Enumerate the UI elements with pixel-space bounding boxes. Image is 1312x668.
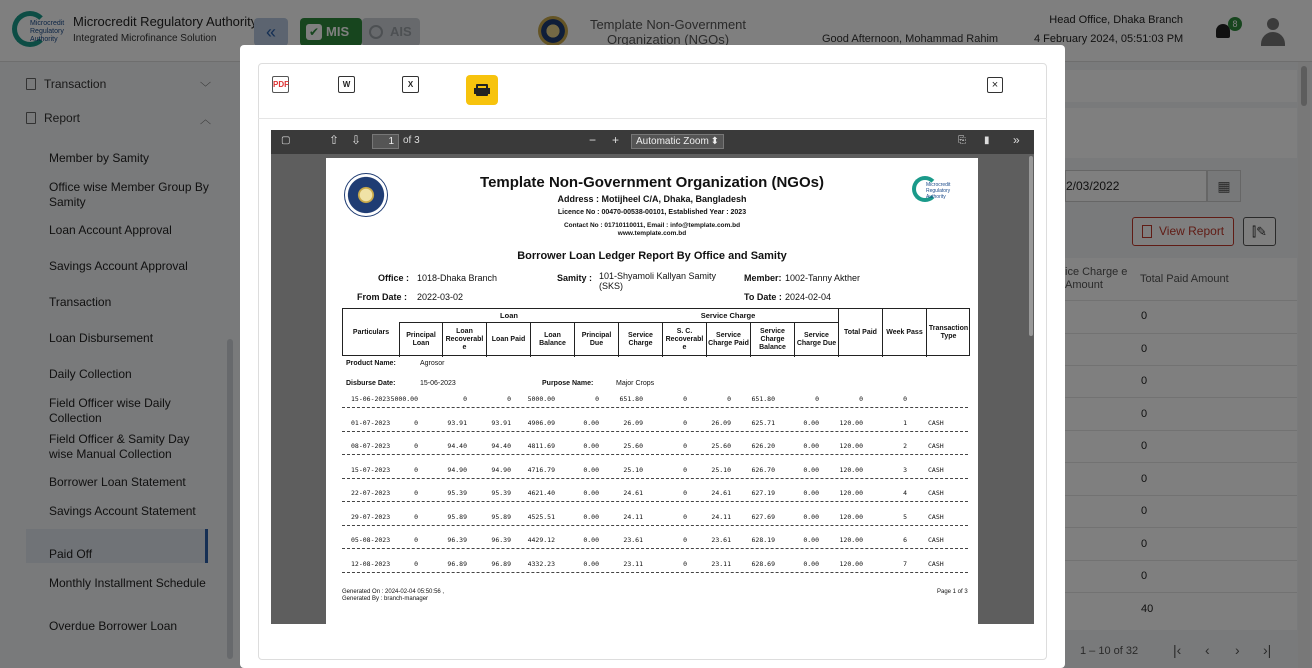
ledger-cell: 29-07-2023 [351,512,391,521]
ledger-cell: 22-07-2023 [351,489,391,497]
ledger-cell: 4621.40 [527,489,555,497]
ledger-cell: 4429.12 [527,536,555,544]
samity-label: Samity : [557,273,593,283]
to-date-label: To Date : [744,292,782,302]
ledger-cell: 0.00 [803,536,819,544]
previous-page-icon[interactable]: ⇧ [329,133,340,147]
generated-on: Generated On : 2024-02-04 05:50:56 , [342,589,445,595]
ledger-cell: 2 [903,442,907,450]
ledger-cell: 12-08-2023 [351,559,391,568]
ledger-cell: 0.00 [583,559,599,568]
report-licence: Licence No : 00470-00538-00101, Established Year : 2023 [557,209,747,216]
ledger-cell: CASH [928,465,944,474]
ledger-cell: 0 [414,465,418,474]
ledger-cell: 628.69 [751,559,775,568]
ledger-cell: 0 [414,512,418,521]
ledger-cell: 0 [683,465,687,474]
page-number-footer: Page 1 of 3 [937,589,968,595]
product-value: Agrosor [420,360,445,367]
ledger-cell: 96.39 [491,536,511,544]
ledger-row [342,466,970,476]
ledger-cell: 0 [683,512,687,521]
ledger-cell: 95.89 [447,512,467,521]
ledger-cell: 0 [815,395,819,403]
col-sc-due: Service Charge Due [794,323,838,357]
ledger-cell: 94.90 [491,465,511,474]
ledger-cell: 7 [903,559,907,568]
ledger-cell: 4906.09 [527,418,555,427]
ledger-cell: 23.11 [711,559,731,568]
disburse-value: 15-06-2023 [420,380,456,387]
ledger-cell: 651.80 [619,395,643,403]
office-label: Office : [378,273,410,283]
col-service-charge: Service Charge [618,323,662,357]
ledger-cell: 93.91 [447,418,467,427]
ledger-cell: 95.39 [447,489,467,497]
ledger-cell: 0.00 [583,536,599,544]
ledger-cell: 25.60 [623,442,643,450]
ledger-cell: 120.00 [839,465,863,474]
export-excel-icon[interactable]: X [402,76,419,93]
ledger-cell: 94.40 [447,442,467,450]
ledger-cell: 5000.00 [390,395,418,403]
ledger-cell: 0.00 [583,442,599,450]
ledger-row [342,489,970,499]
ledger-cell: 120.00 [839,442,863,450]
ledger-cell: 0 [683,442,687,450]
group-header-service-charge: Service Charge [700,311,756,320]
ledger-cell: 94.90 [447,465,467,474]
toggle-sidebar-icon[interactable]: ▢ [281,135,291,146]
export-pdf-icon[interactable]: PDF [272,76,289,93]
ledger-cell: 627.69 [751,512,775,521]
ledger-cell: 24.61 [711,489,731,497]
ledger-cell: 0 [859,395,863,403]
ledger-cell: 24.11 [623,512,643,521]
ledger-cell: 4332.23 [527,559,555,568]
ledger-cell: 96.39 [447,536,467,544]
print-button[interactable] [466,75,498,105]
ledger-cell: 4811.69 [527,442,555,450]
ledger-cell: 0 [683,536,687,544]
disburse-label: Disburse Date: [346,380,396,387]
ledger-cell: 0.00 [583,465,599,474]
ledger-cell: 25.60 [711,442,731,450]
col-sc-recoverable: S. C. Recoverabl e [662,323,706,357]
purpose-label: Purpose Name: [542,380,594,387]
report-address: Address : Motijheel C/A, Dhaka, Bangladesh [557,194,747,204]
ledger-cell: 15-07-2023 [351,465,391,474]
samity-value: 101-Shyamoli Kallyan Samity (SKS) [599,271,717,291]
report-modal [240,45,1065,668]
ledger-cell: 120.00 [839,559,863,568]
ledger-cell: 0 [683,395,687,403]
ledger-cell: 628.19 [751,536,775,544]
ledger-row [342,536,970,546]
ledger-cell: 0 [414,559,418,568]
ledger-cell: CASH [928,559,944,568]
close-modal-button[interactable]: × [987,77,1003,93]
ledger-cell: 0 [903,395,907,403]
ledger-cell: 120.00 [839,418,863,427]
ledger-cell: 23.61 [711,536,731,544]
ledger-cell: CASH [928,442,944,450]
col-loan-balance: Loan Balance [530,323,574,357]
ledger-cell: 0.00 [583,418,599,427]
ledger-cell: 5 [903,512,907,521]
ledger-cell: 651.80 [751,395,775,403]
ledger-cell: 0 [683,489,687,497]
ledger-cell: 1 [903,418,907,427]
ledger-cell: 3 [903,465,907,474]
ledger-cell: 0 [727,395,731,403]
col-loan-paid: Loan Paid [486,323,530,357]
ledger-cell: 15-06-2023 [351,395,391,403]
ledger-cell: 626.70 [751,465,775,474]
ledger-cell: 0 [414,536,418,544]
report-title: Borrower Loan Ledger Report By Office and Samity [517,250,787,262]
page-number-input[interactable]: 1 [372,134,399,149]
col-sc-paid: Service Charge Paid [706,323,750,357]
col-total-paid: Total Paid [838,309,882,357]
more-tools-icon[interactable]: » [1013,133,1020,147]
product-label: Product Name: [346,360,396,367]
ledger-cell: 4716.79 [527,465,555,474]
purpose-value: Major Crops [616,380,655,387]
ledger-cell: 23.11 [623,559,643,568]
pdf-scrollbar[interactable] [1029,156,1033,336]
col-week-pass: Week Pass [882,309,926,357]
report-website: www.template.com.bd [617,230,687,237]
ledger-cell: 120.00 [839,512,863,521]
ledger-cell: 0.00 [803,418,819,427]
col-principal-due: Principal Due [574,323,618,357]
ledger-row [342,513,970,523]
ledger-cell: 0 [507,395,511,403]
ledger-cell: 93.91 [491,418,511,427]
ledger-cell: 626.20 [751,442,775,450]
ledger-cell: 0 [683,418,687,427]
ledger-cell: 625.71 [751,418,775,427]
ledger-cell: 0.00 [583,512,599,521]
ledger-cell: 95.39 [491,489,511,497]
export-word-icon[interactable]: W [338,76,355,93]
ledger-cell: 25.10 [711,465,731,474]
page-count: of 3 [403,135,420,146]
ledger-cell: 4525.51 [527,512,555,521]
ledger-cell: 24.61 [623,489,643,497]
from-date-label: From Date : [357,292,408,302]
ledger-cell: 0 [414,418,418,427]
ledger-cell: 0 [683,559,687,568]
ledger-cell: 0 [463,395,467,403]
col-principal-loan: Principal Loan [399,323,442,357]
report-contact: Contact No : 01710110011, Email : info@template.com.bd [563,222,741,229]
ledger-row [342,395,970,405]
zoom-select[interactable]: Automatic Zoom ⬍ [631,134,724,149]
ledger-row [342,419,970,429]
office-value: 1018-Dhaka Branch [417,273,498,283]
ledger-cell: 5000.00 [527,395,555,403]
pdf-viewer [271,130,1034,624]
report-org-name: Template Non-Government Organization (NGOs) [480,174,824,191]
ledger-cell: 6 [903,536,907,544]
zoom-in-icon[interactable]: + [612,133,620,147]
ledger-cell: 24.11 [711,512,731,521]
ledger-cell: 26.09 [711,418,731,427]
mra-logo-text: Microcredit Regulatory Authority [926,182,951,200]
ledger-cell: 05-08-2023 [351,536,391,544]
group-header-loan: Loan [500,311,518,320]
col-loan-recoverable: Loan Recoverabl e [442,323,486,357]
ledger-row [342,442,970,452]
ledger-cell: 95.89 [491,512,511,521]
ledger-cell: 120.00 [839,536,863,544]
ledger-cell: 627.19 [751,489,775,497]
member-label: Member: [744,273,782,283]
ledger-cell: 120.00 [839,489,863,497]
ledger-cell: 25.10 [623,465,643,474]
ledger-cell: CASH [928,489,944,497]
next-page-icon[interactable]: ⇩ [351,133,362,147]
ledger-cell: 4 [903,489,907,497]
col-sc-balance: Service Charge Balance [750,323,794,357]
ledger-cell: 0 [414,489,418,497]
download-icon[interactable]: ⎘ [958,135,966,146]
ledger-row [342,560,970,570]
ledger-cell: 0.00 [803,512,819,521]
col-transaction-type: Transaction Type [926,309,970,357]
ledger-cell: 0 [595,395,599,403]
ledger-cell: 0.00 [803,442,819,450]
bookmark-icon[interactable]: ▮ [984,135,990,146]
ledger-cell: CASH [928,536,944,544]
ledger-cell: CASH [928,418,944,427]
generated-by: Generated By : branch-manager [342,596,429,602]
ledger-cell: 0.00 [803,559,819,568]
ledger-cell: 0.00 [803,489,819,497]
pdf-viewer-toolbar [271,130,1034,154]
ledger-cell: 96.89 [447,559,467,568]
col-particulars: Particulars [352,329,390,336]
member-value: 1002-Tanny Akther [785,273,861,283]
ledger-cell: 26.09 [623,418,643,427]
ledger-cell: 0.00 [803,465,819,474]
ledger-cell: 0 [414,442,418,450]
ledger-cell: CASH [928,512,944,521]
zoom-out-icon[interactable]: − [589,133,597,147]
ledger-cell: 01-07-2023 [351,418,391,427]
ledger-cell: 08-07-2023 [351,442,391,450]
ledger-cell: 94.40 [491,442,511,450]
ledger-cell: 0.00 [583,489,599,497]
to-date-value: 2024-02-04 [785,292,832,302]
ledger-table-header [342,308,970,356]
from-date-value: 2022-03-02 [417,292,464,302]
pdf-page [326,158,978,624]
ledger-cell: 23.61 [623,536,643,544]
ledger-cell: 96.89 [491,559,511,568]
